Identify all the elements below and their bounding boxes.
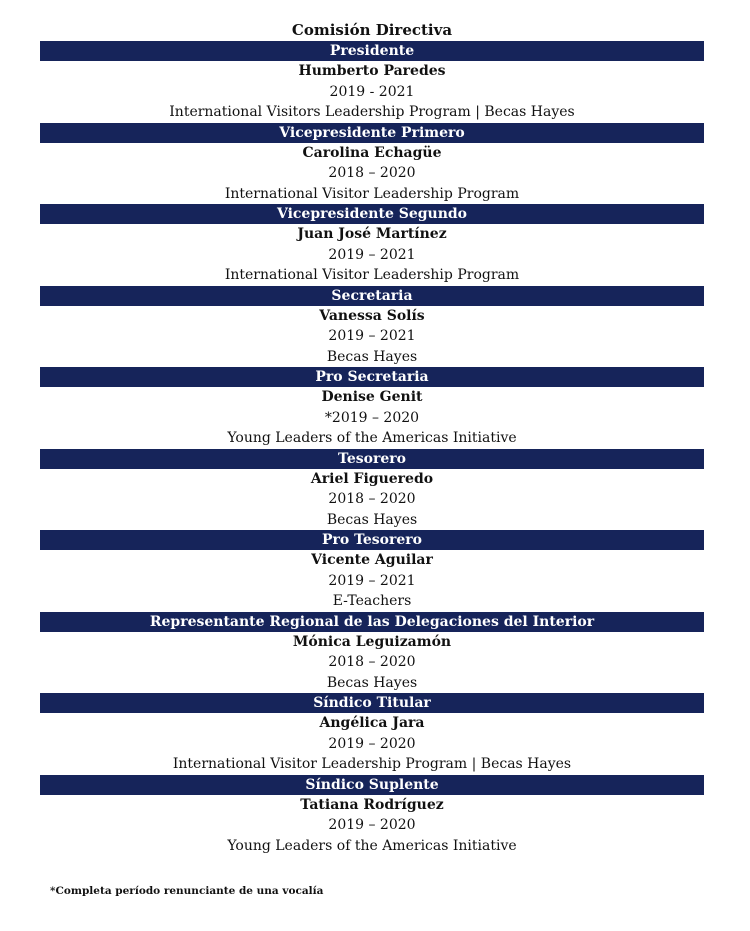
member-program: Young Leaders of the Americas Initiative: [227, 430, 517, 446]
role-header: Vicepresidente Primero: [40, 123, 704, 143]
role-header: Síndico Suplente: [40, 775, 704, 795]
member-name: Tatiana Rodríguez: [300, 796, 444, 813]
member-program: Becas Hayes: [326, 511, 418, 528]
member-name: Vicente Aguilar: [311, 552, 433, 568]
member-name: Ariel Figueredo: [310, 470, 434, 487]
role-header: Pro Secretaria: [40, 367, 704, 387]
member-name: Humberto Paredes: [298, 63, 446, 79]
member-period: 2019 – 2021: [328, 328, 416, 344]
member-name: Vanessa Solís: [319, 307, 425, 324]
member-period: 2019 - 2021: [329, 83, 415, 100]
role-header: Pro Tesorero: [40, 530, 704, 550]
role-header: Síndico Titular: [40, 693, 704, 713]
member-name: Juan José Martínez: [297, 226, 447, 242]
member-name: Mónica Leguizamón: [292, 633, 452, 650]
role-header: Tesorero: [40, 449, 704, 469]
section-pro-tesorero: [40, 530, 704, 612]
role-header: Vicepresidente Segundo: [40, 204, 704, 224]
section-tesorero: [40, 449, 704, 531]
section-presidente: [40, 41, 704, 123]
section-secretaria: [40, 286, 704, 368]
member-name: Denise Genit: [321, 389, 423, 405]
section-representante-regional: [40, 612, 704, 694]
page-title: Comisión Directiva: [291, 21, 453, 39]
member-period: 2018 – 2020: [328, 654, 416, 670]
member-period: *2019 – 2020: [324, 409, 420, 426]
member-program: International Visitor Leadership Program: [224, 185, 520, 202]
section-pro-secretaria: [40, 367, 704, 449]
member-program: International Visitor Leadership Program | Becas Hayes: [172, 756, 572, 772]
section-sindico-suplente: [40, 775, 704, 857]
role-header: Representante Regional de las Delegaciones del Interior: [40, 612, 704, 632]
member-program: Becas Hayes: [326, 674, 418, 691]
member-period: 2018 – 2020: [328, 491, 416, 507]
member-period: 2019 – 2021: [328, 246, 416, 263]
section-sindico-titular: [40, 693, 704, 775]
footnote: *Completa período renunciante de una vocalía: [50, 885, 324, 897]
member-period: 2019 – 2020: [328, 735, 416, 752]
role-header: Secretaria: [40, 286, 704, 306]
member-name: Angélica Jara: [319, 715, 425, 731]
member-program: Becas Hayes: [326, 348, 418, 365]
member-period: 2019 – 2020: [328, 817, 416, 833]
member-program: International Visitors Leadership Program | Becas Hayes: [169, 104, 575, 120]
member-program: E-Teachers: [332, 593, 412, 609]
role-header: Presidente: [40, 41, 704, 61]
member-period: 2019 – 2021: [328, 572, 416, 589]
board-list: [40, 41, 704, 856]
member-program: Young Leaders of the Americas Initiative: [227, 837, 517, 854]
section-vicepresidente-primero: [40, 123, 704, 205]
member-program: International Visitor Leadership Program: [224, 267, 520, 283]
member-name: Carolina Echagüe: [302, 144, 442, 161]
section-vicepresidente-segundo: [40, 204, 704, 286]
member-period: 2018 – 2020: [328, 165, 416, 181]
